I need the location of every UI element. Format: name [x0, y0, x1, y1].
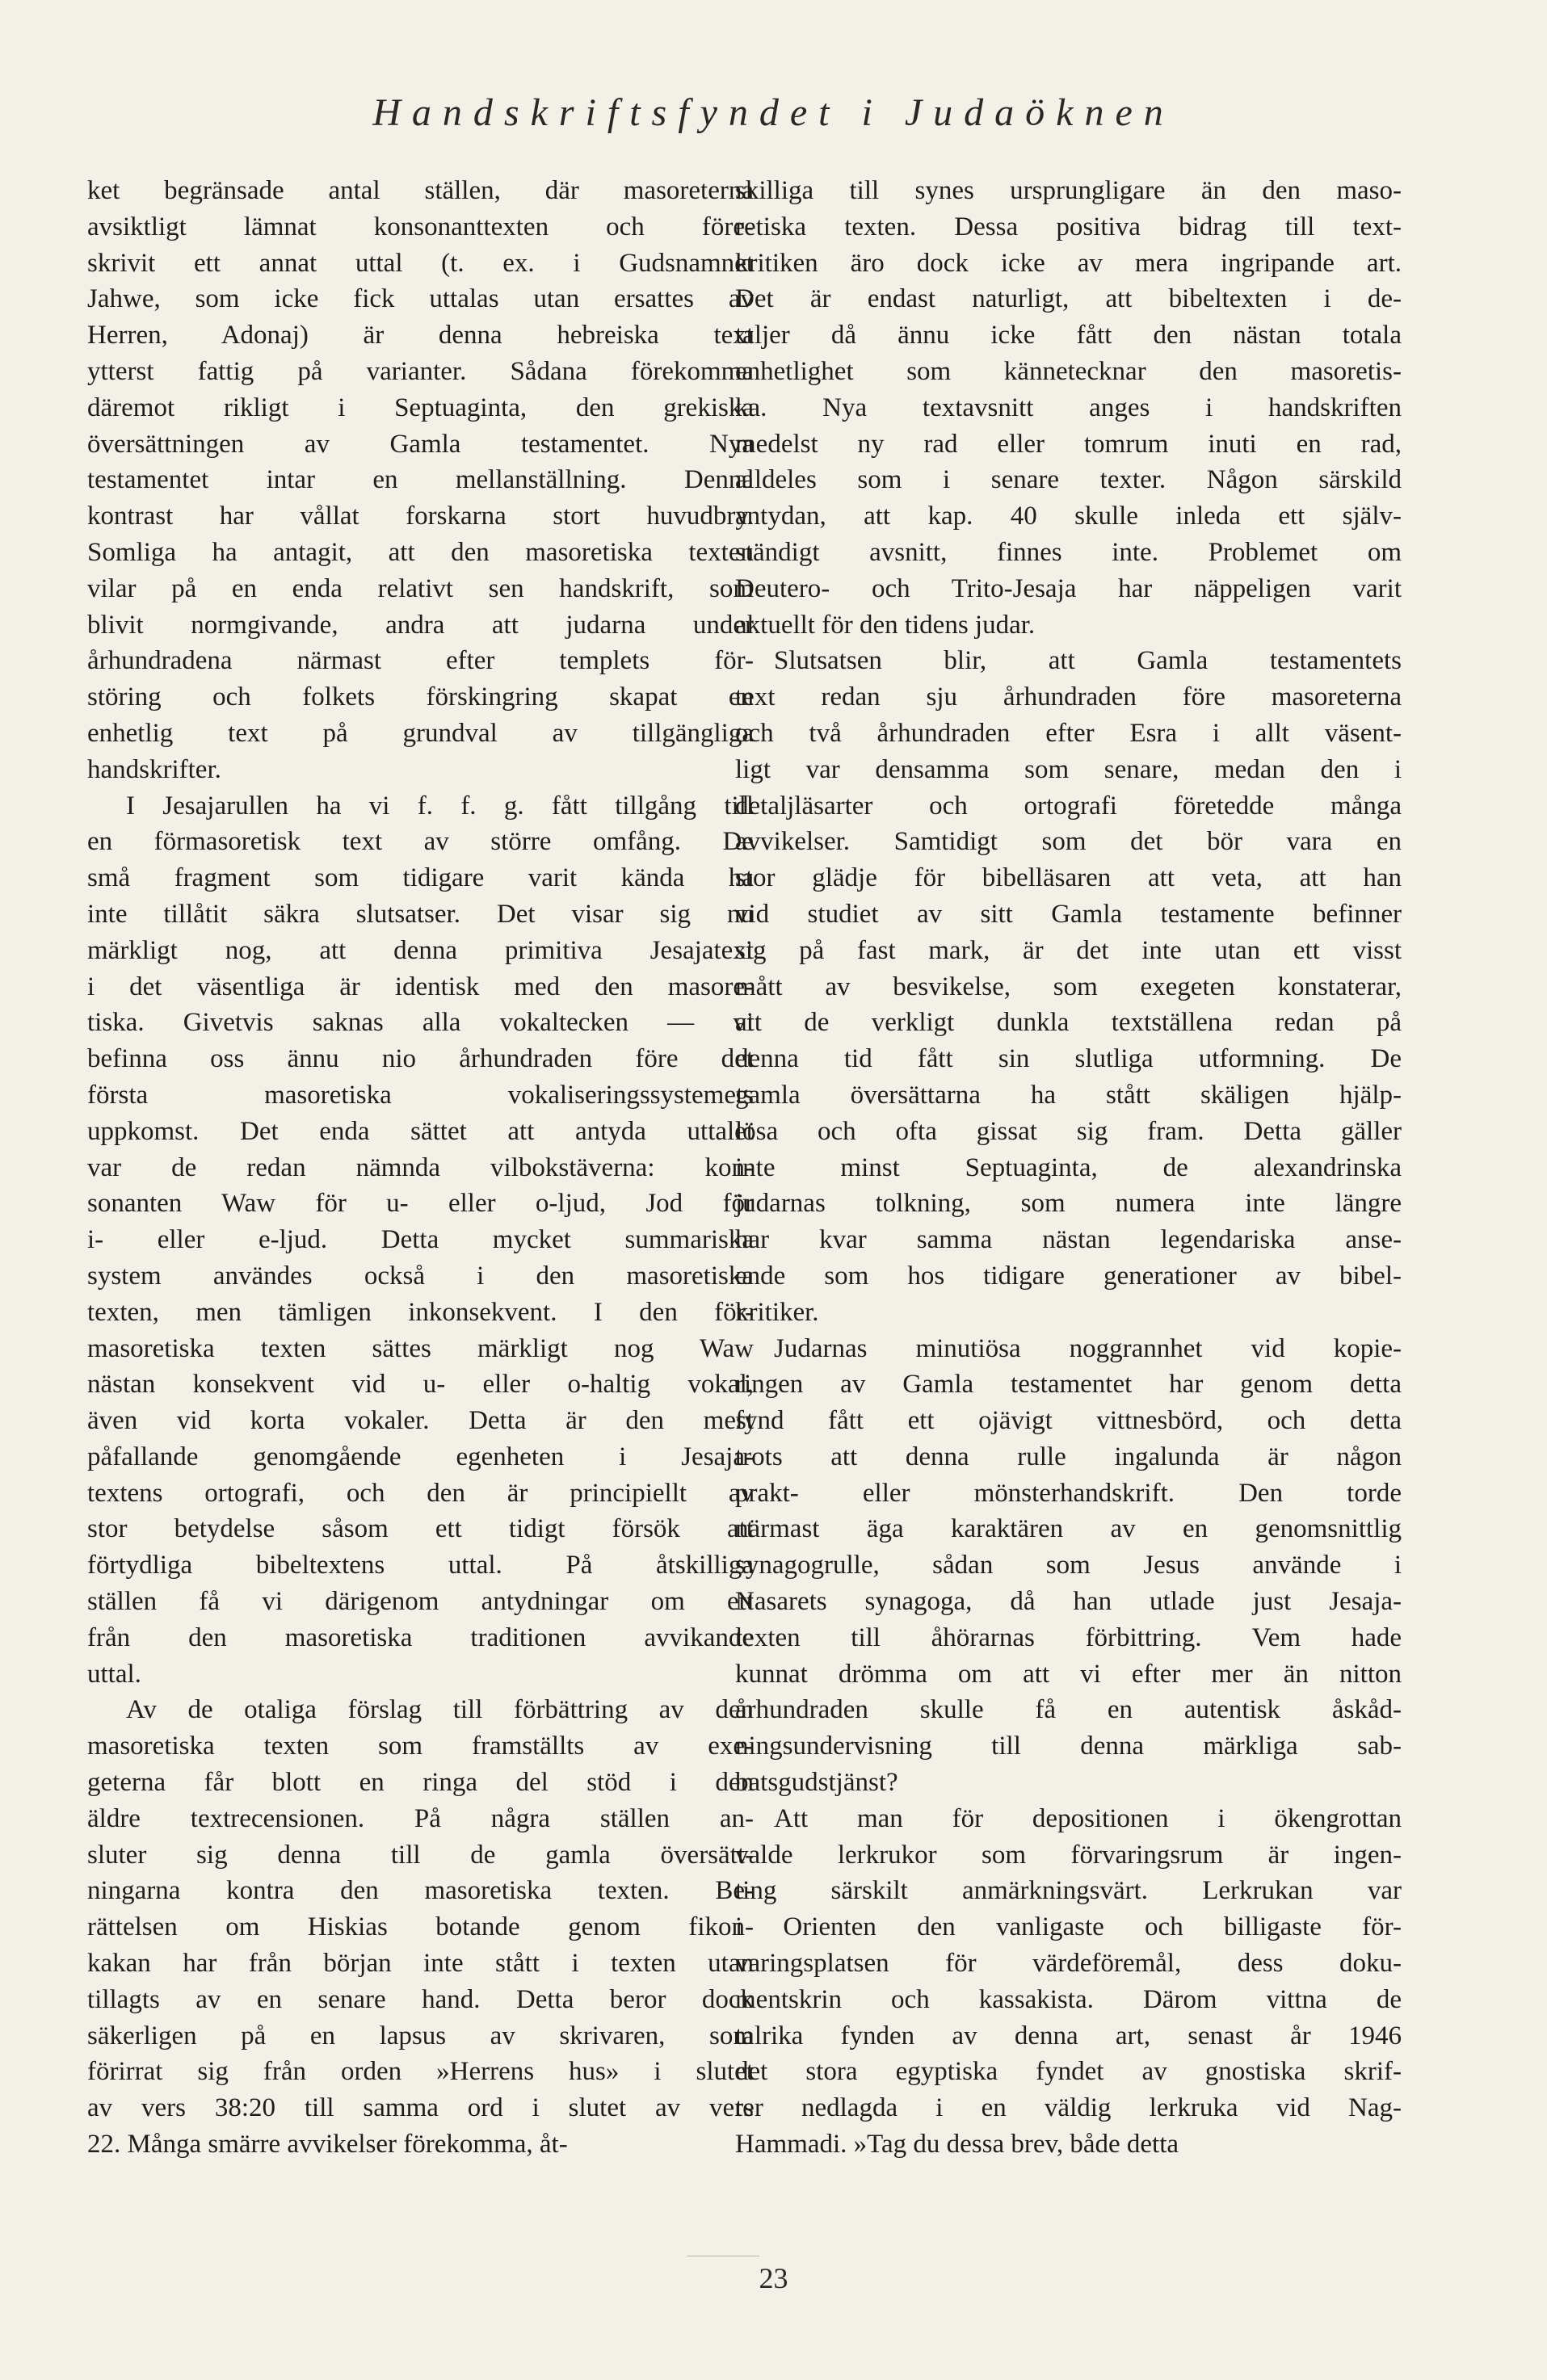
text-line: att de verkligt dunkla textställena redan på: [735, 1008, 1402, 1038]
text-line: äldre textrecensionen. På några ställen an-: [87, 1803, 754, 1833]
text-line: Hammadi. »Tag du dessa brev, både detta: [735, 2130, 1179, 2160]
text-line: Att man för depositionen i ökengrottan: [774, 1803, 1402, 1833]
text-line: Judarnas minutiösa noggrannhet vid kopie-: [774, 1333, 1402, 1363]
text-line: rättelsen om Hiskias botande genom fikon-: [87, 1912, 754, 1942]
text-line: masoretiska texten som framställts av exe-: [87, 1731, 754, 1761]
text-line: kritiker.: [735, 1297, 819, 1327]
text-line: kunnat drömma om att vi efter mer än nitton: [735, 1659, 1402, 1689]
text-line: avvikelser. Samtidigt som det bör vara en: [735, 827, 1402, 857]
text-line: Det är endast naturligt, att bibeltexten i de-: [735, 284, 1402, 314]
text-line: lösa och ofta gissat sig fram. Detta gäller: [735, 1116, 1402, 1146]
text-line: testamentet intar en mellanställning. Denna: [87, 465, 754, 495]
text-line: nästan konsekvent vid u- eller o-haltig vokal,: [87, 1370, 754, 1400]
text-line: kritiken äro dock icke av mera ingripande art.: [735, 248, 1402, 278]
text-line: i- eller e-ljud. Detta mycket summariska: [87, 1225, 754, 1255]
text-line: stor glädje för bibelläsaren att veta, att han: [735, 863, 1402, 893]
text-line: märkligt nog, att denna primitiva Jesajatext: [87, 935, 754, 965]
text-line: mått av besvikelse, som exegeten konstaterar,: [735, 972, 1402, 1001]
text-line: avsiktligt lämnat konsonanttexten och före-: [87, 212, 754, 241]
text-line: taljer då ännu icke fått den nästan totala: [735, 321, 1402, 350]
text-line: århundradena närmast efter templets för-: [87, 646, 754, 676]
text-line: tiska. Givetvis saknas alla vokaltecken — vi: [87, 1008, 754, 1038]
text-line: vilar på en enda relativt sen handskrift, som: [87, 573, 754, 603]
text-line: ningarna kontra den masoretiska texten. Be-: [87, 1876, 754, 1906]
text-line: masoretiska texten sättes märkligt nog Waw: [87, 1333, 754, 1363]
text-line: förirrat sig från orden »Herrens hus» i slutet: [87, 2057, 754, 2087]
text-line: sluter sig denna till de gamla översätt-: [87, 1840, 754, 1870]
text-line: medelst ny rad eller tomrum inuti en rad,: [735, 429, 1402, 459]
text-line: små fragment som tidigare varit kända ha: [87, 863, 754, 893]
text-line: Herren, Adonaj) är denna hebreiska text: [87, 321, 754, 350]
text-line: ringen av Gamla testamentet har genom detta: [735, 1370, 1402, 1400]
text-line: skilliga till synes ursprungligare än den maso-: [735, 176, 1402, 205]
text-line: skrivit ett annat uttal (t. ex. i Gudsnamnet: [87, 248, 754, 278]
text-line: handskrifter.: [87, 754, 221, 784]
text-line: inte minst Septuaginta, de alexandrinska: [735, 1152, 1402, 1182]
text-line: prakt- eller mönsterhandskrift. Den torde: [735, 1478, 1402, 1508]
text-line: antydan, att kap. 40 skulle inleda ett själv-: [735, 502, 1402, 531]
text-line: kontrast har vållat forskarna stort huvudbry.: [87, 502, 754, 531]
text-line: ligt var densamma som senare, medan den i: [735, 754, 1402, 784]
text-line: ytterst fattig på varianter. Sådana förekomma: [87, 356, 754, 386]
text-line: trots att denna rulle ingalunda är någon: [735, 1442, 1402, 1471]
text-line: fynd fått ett ojävigt vittnesbörd, och detta: [735, 1406, 1402, 1436]
text-line: har kvar samma nästan legendariska anse-: [735, 1225, 1402, 1255]
text-line: Av de otaliga förslag till förbättring av den: [126, 1695, 754, 1725]
text-line: denna tid fått sin slutliga utformning. De: [735, 1044, 1402, 1074]
text-line: text redan sju århundraden före masoreterna: [735, 682, 1402, 712]
text-line: var de redan nämnda vilbokstäverna: kon-: [87, 1152, 754, 1182]
text-line: i Orienten den vanligaste och billigaste för-: [735, 1912, 1402, 1942]
text-line: översättningen av Gamla testamentet. Nya: [87, 429, 754, 459]
text-line: ningsundervisning till denna märkliga sab-: [735, 1731, 1402, 1761]
text-line: av vers 38:20 till samma ord i slutet av vers: [87, 2093, 754, 2123]
text-line: tillagts av en senare hand. Detta beror dock: [87, 1984, 754, 2014]
text-line: geterna får blott en ringa del stöd i den: [87, 1768, 754, 1798]
text-line: blivit normgivande, andra att judarna under: [87, 610, 754, 640]
text-line: retiska texten. Dessa positiva bidrag till text-: [735, 212, 1402, 241]
text-line: förtydliga bibeltextens uttal. På åtskilliga: [87, 1551, 754, 1580]
text-line: närmast äga karaktären av en genomsnittlig: [735, 1514, 1402, 1544]
text-line: detaljläsarter och ortografi företedde många: [735, 791, 1402, 821]
text-line: säkerligen på en lapsus av skrivaren, som: [87, 2021, 754, 2050]
text-line: inte tillåtit säkra slutsatser. Det visar sig nu: [87, 899, 754, 929]
text-line: störing och folkets förskingring skapat en: [87, 682, 754, 712]
text-line: enhetlighet som kännetecknar den masoretis-: [735, 356, 1402, 386]
text-line: vid studiet av sitt Gamla testamente befinner: [735, 899, 1402, 929]
text-line: mentskrin och kassakista. Därom vittna de: [735, 1984, 1402, 2014]
text-line: även vid korta vokaler. Detta är den mest: [87, 1406, 754, 1436]
text-line: ting särskilt anmärkningsvärt. Lerkrukan var: [735, 1876, 1402, 1906]
page-number: 23: [759, 2262, 788, 2294]
text-line: uttal.: [87, 1659, 141, 1689]
text-line: ständigt avsnitt, finnes inte. Problemet om: [735, 537, 1402, 567]
text-line: ka. Nya textavsnitt anges i handskriften: [735, 392, 1402, 422]
text-line: ket begränsade antal ställen, där masoreterna: [87, 176, 754, 205]
text-line: det stora egyptiska fyndet av gnostiska skrif-: [735, 2057, 1402, 2087]
text-line: judarnas tolkning, som numera inte längre: [735, 1189, 1402, 1219]
text-line: talrika fynden av denna art, senast år 1946: [735, 2021, 1402, 2050]
text-line: textens ortografi, och den är principiellt av: [87, 1478, 754, 1508]
text-line: århundraden skulle få en autentisk åskåd-: [735, 1695, 1402, 1725]
text-line: påfallande genomgående egenheten i Jesaja-: [87, 1442, 754, 1471]
text-line: alldeles som i senare texter. Någon särskild: [735, 465, 1402, 495]
text-line: batsgudstjänst?: [735, 1768, 898, 1798]
text-line: Slutsatsen blir, att Gamla testamentets: [774, 646, 1402, 676]
text-line: Somliga ha antagit, att den masoretiska texten: [87, 537, 754, 567]
text-line: stor betydelse såsom ett tidigt försök att: [87, 1514, 754, 1544]
text-line: texten till åhörarnas förbittring. Vem hade: [735, 1622, 1402, 1652]
text-line: och två århundraden efter Esra i allt väsent-: [735, 718, 1402, 748]
text-line: gamla översättarna ha stått skäligen hjälp-: [735, 1080, 1402, 1110]
text-line: Jahwe, som icke fick uttalas utan ersattes av: [87, 284, 754, 314]
text-line: synagogrulle, sådan som Jesus använde i: [735, 1551, 1402, 1580]
text-line: sig på fast mark, är det inte utan ett visst: [735, 935, 1402, 965]
right-column: [735, 173, 1402, 2163]
text-line: kakan har från början inte stått i texten utan: [87, 1949, 754, 1979]
text-line: befinna oss ännu nio århundraden före det: [87, 1044, 754, 1074]
text-line: Deutero- och Trito-Jesaja har näppeligen varit: [735, 573, 1402, 603]
text-line: Nasarets synagoga, då han utlade just Jesaja-: [735, 1587, 1402, 1617]
text-line: aktuellt för den tidens judar.: [735, 610, 1036, 640]
text-line: uppkomst. Det enda sättet att antyda uttalet: [87, 1116, 754, 1146]
left-column: [87, 173, 754, 2163]
text-line: första masoretiska vokaliseringssystemets: [87, 1080, 754, 1110]
text-line: en förmasoretisk text av större omfång. De: [87, 827, 754, 857]
text-line: I Jesajarullen ha vi f. f. g. fått tillgång till: [126, 791, 754, 821]
running-title: Handskriftsfyndet i Judaöknen: [372, 91, 1175, 134]
text-line: ställen få vi därigenom antydningar om ett: [87, 1587, 754, 1617]
text-line: enhetlig text på grundval av tillgängliga: [87, 718, 754, 748]
text-line: ter nedlagda i en väldig lerkruka vid Nag-: [735, 2093, 1402, 2123]
text-line: system användes också i den masoretiska: [87, 1261, 754, 1291]
text-line: däremot rikligt i Septuaginta, den grekiska: [87, 392, 754, 422]
text-line: ende som hos tidigare generationer av bibel-: [735, 1261, 1402, 1291]
text-line: i det väsentliga är identisk med den masore-: [87, 972, 754, 1001]
text-line: varingsplatsen för värdeföremål, dess doku-: [735, 1949, 1402, 1979]
text-line: texten, men tämligen inkonsekvent. I den för-: [87, 1297, 754, 1327]
text-line: 22. Många smärre avvikelser förekomma, åt-: [87, 2130, 568, 2160]
text-line: från den masoretiska traditionen avvikande: [87, 1622, 754, 1652]
text-line: valde lerkrukor som förvaringsrum är ingen-: [735, 1840, 1402, 1870]
text-line: sonanten Waw för u- eller o-ljud, Jod för: [87, 1189, 754, 1219]
